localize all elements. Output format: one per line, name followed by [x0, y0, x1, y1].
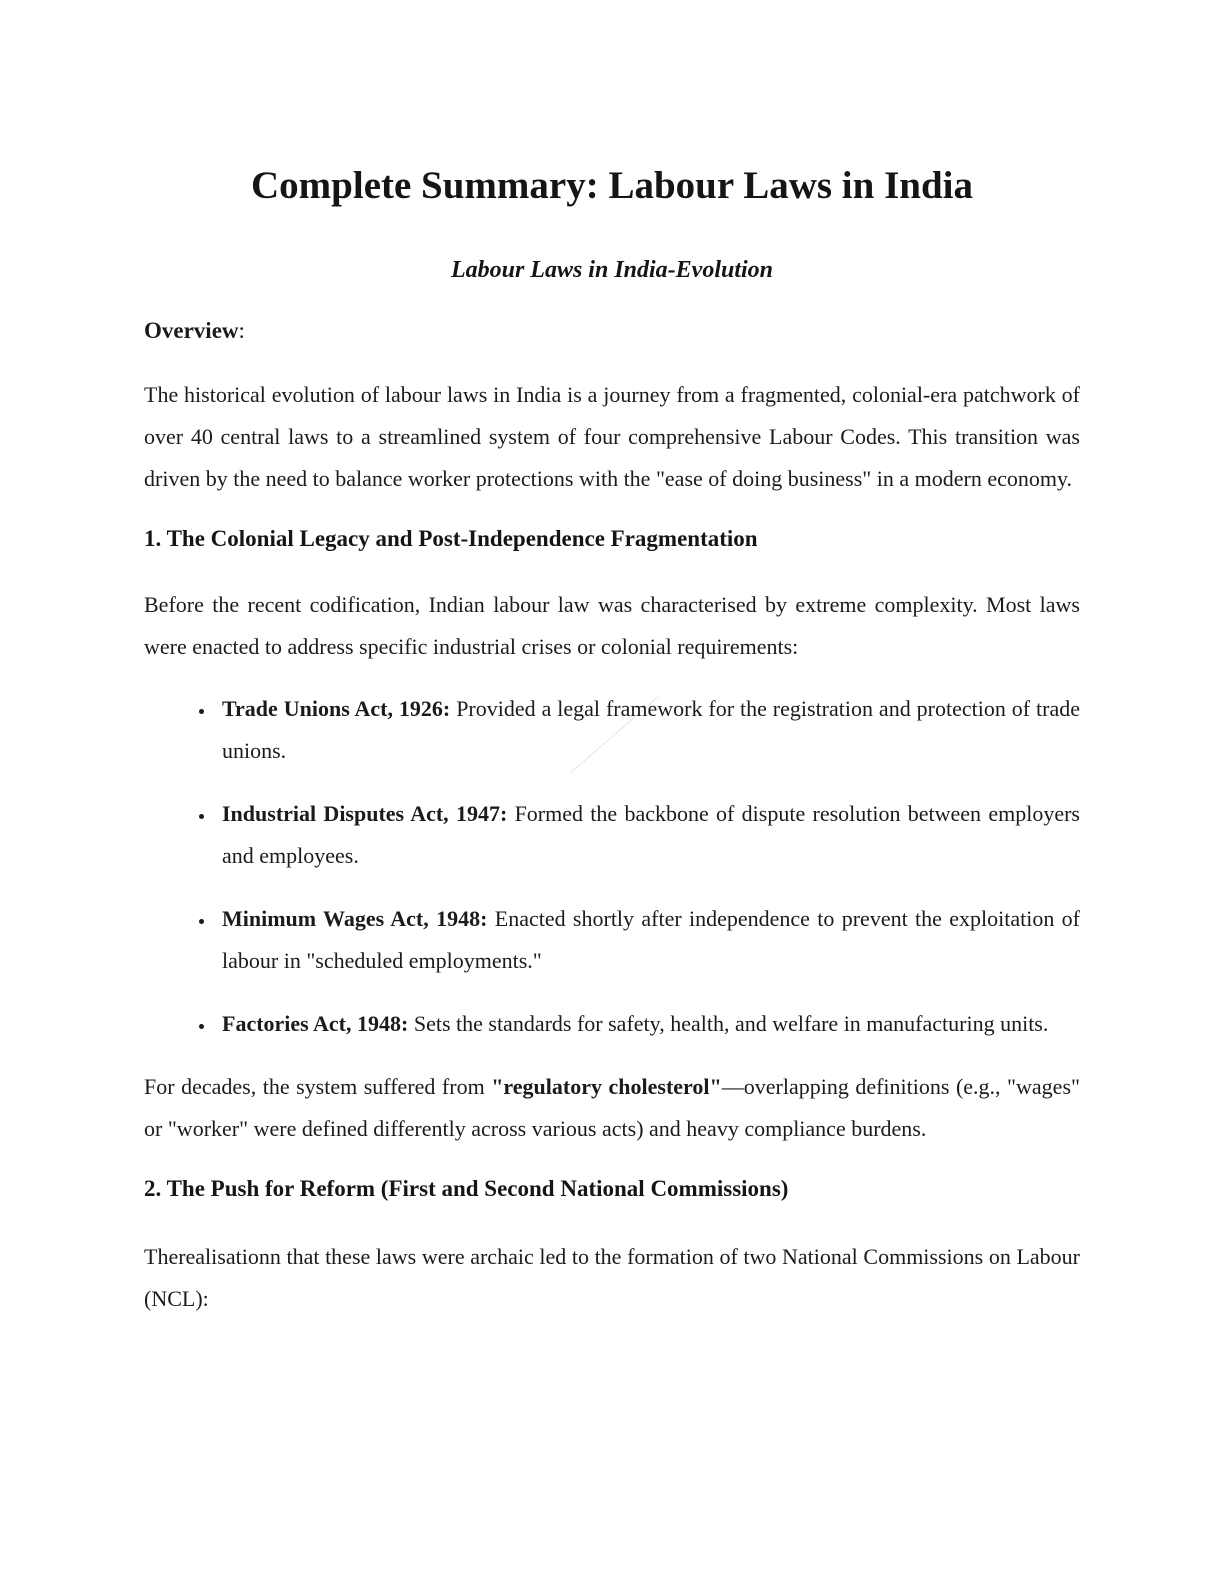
list-item-trade-unions-act	[216, 688, 1080, 772]
intro-paragraph: The historical evolution of labour laws in India is a journey from a fragmented, colonial-era patchwork of over 40 central laws to a streamlined system of four comprehensive Labour Codes. This transition was driven by the need to balance worker protections with the "ease of doing business" in a modern economy.	[144, 382, 1080, 491]
overview-colon: :	[238, 318, 245, 343]
section-2-lead-paragraph: Therealisationn that these laws were archaic led to the formation of two National Commissions on Labour (NCL):	[144, 1244, 1080, 1311]
act-description: Enacted shortly after independence to prevent the exploitation of labour in "scheduled employments."	[222, 906, 1080, 973]
regulatory-cholesterol-paragraph	[144, 1066, 1080, 1150]
closing-post-text: —overlapping definitions (e.g., "wages" or "worker" were defined differently across various acts) and heavy compliance burdens.	[144, 1074, 1080, 1141]
act-description: Formed the backbone of dispute resolution between employers and employees.	[222, 801, 1080, 868]
acts-bullet-list	[144, 688, 1080, 1045]
list-item-factories-act	[216, 1003, 1080, 1045]
section-1-heading: 1. The Colonial Legacy and Post-Independence Fragmentation	[144, 526, 758, 551]
overview-heading	[144, 314, 1080, 348]
act-name: Industrial Disputes Act, 1947:	[222, 801, 508, 826]
act-description: Provided a legal framework for the registration and protection of trade unions.	[222, 696, 1080, 763]
act-description: Sets the standards for safety, health, and welfare in manufacturing units.	[408, 1011, 1049, 1036]
section-2-heading: 2. The Push for Reform (First and Second National Commissions)	[144, 1176, 789, 1201]
list-item-industrial-disputes-act	[216, 793, 1080, 877]
overview-label: Overview	[144, 318, 239, 343]
act-name: Minimum Wages Act, 1948:	[222, 906, 488, 931]
document-subtitle: Labour Laws in India-Evolution	[450, 257, 774, 283]
act-name: Trade Unions Act, 1926:	[222, 696, 451, 721]
section-1-lead-paragraph: Before the recent codification, Indian labour law was characterised by extreme complexity. Most laws were enacted to address specific industrial crises or colonial requirements:	[144, 592, 1080, 659]
page-title: Complete Summary: Labour Laws in India	[251, 164, 973, 207]
closing-pre-text: For decades, the system suffered from	[144, 1074, 492, 1099]
act-name: Factories Act, 1948:	[222, 1011, 409, 1036]
list-item-minimum-wages-act	[216, 898, 1080, 982]
closing-bold-text: "regulatory cholesterol"	[491, 1074, 722, 1099]
